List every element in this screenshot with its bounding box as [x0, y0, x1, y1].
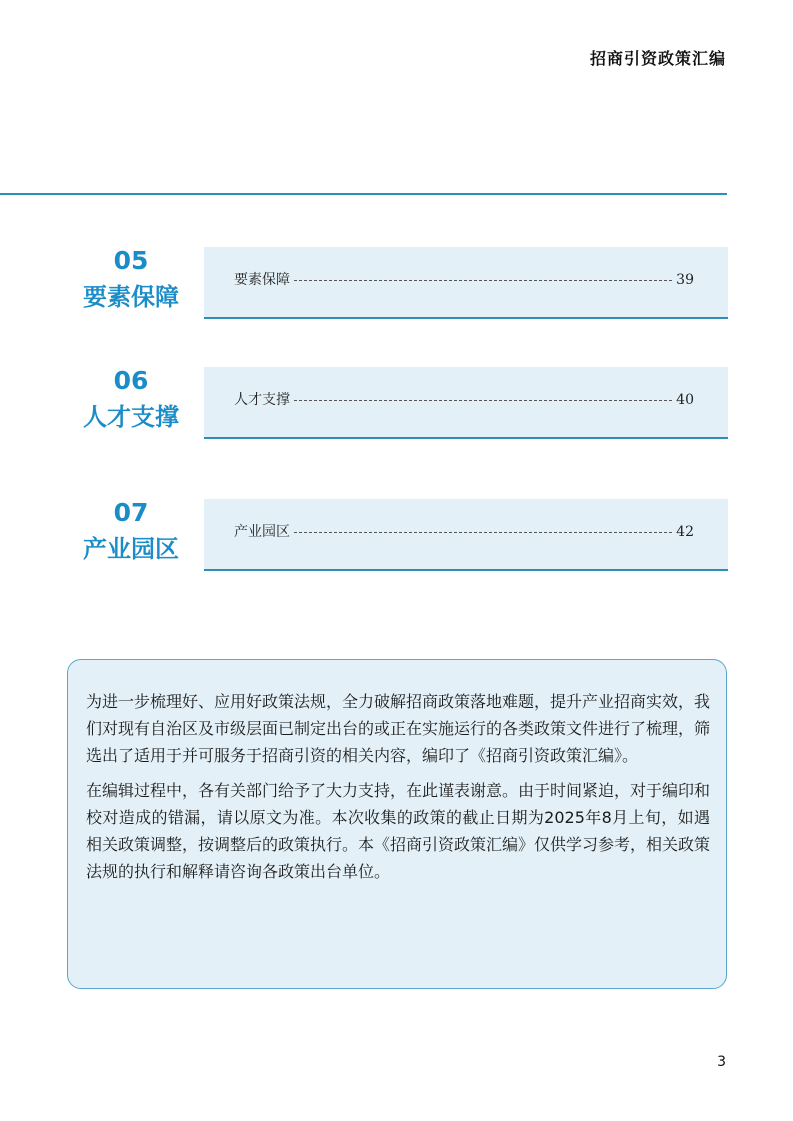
- toc-entry[interactable]: [234, 389, 694, 409]
- section-number: 07: [113, 498, 149, 527]
- toc-section-05: [0, 247, 793, 319]
- toc-entry[interactable]: [234, 521, 694, 541]
- toc-page-number: 39: [676, 272, 694, 288]
- toc-entry-box: [204, 247, 728, 319]
- page-number: 3: [717, 1054, 726, 1070]
- toc-page-number: 42: [676, 524, 694, 540]
- section-title: 要素保障: [83, 283, 179, 311]
- section-number: 05: [113, 246, 149, 275]
- toc-entry-label: 人才支撑: [234, 392, 290, 408]
- toc-entry-label: 产业园区: [234, 524, 290, 540]
- dot-leader: [294, 532, 672, 533]
- dot-leader: [294, 400, 672, 401]
- toc-entry-label: 要素保障: [234, 272, 290, 288]
- section-title: 人才支撑: [83, 403, 179, 431]
- section-title: 产业园区: [83, 535, 179, 563]
- header-divider: [0, 193, 727, 195]
- preface-note-box: [67, 659, 727, 989]
- toc-page-number: 40: [676, 392, 694, 408]
- preface-paragraph: 在编辑过程中，各有关部门给予了大力支持，在此谨表谢意。由于时间紧迫，对于编印和校对造成的错漏，请以原文为准。本次收集的政策的截止日期为2025年8月上旬，如遇相关政策调整，按调整后的政策执行。本《招商引资政策汇编》仅供学习参考，相关政策法规的执行和解释请咨询各政策出台单位。: [86, 781, 711, 881]
- preface-paragraph: 为进一步梳理好、应用好政策法规，全力破解招商政策落地难题，提升产业招商实效，我们对现有自治区及市级层面已制定出台的或正在实施运行的各类政策文件进行了梳理，筛选出了适用于并可服务于招商引资的相关内容，编印了《招商引资政策汇编》。: [86, 692, 711, 765]
- toc-entry[interactable]: [234, 269, 694, 289]
- toc-section-07: [0, 499, 793, 571]
- document-title: 招商引资政策汇编: [589, 49, 726, 68]
- dot-leader: [294, 280, 672, 281]
- toc-entry-box: [204, 367, 728, 439]
- toc-entry-box: [204, 499, 728, 571]
- section-number: 06: [113, 366, 149, 395]
- toc-section-06: [0, 367, 793, 439]
